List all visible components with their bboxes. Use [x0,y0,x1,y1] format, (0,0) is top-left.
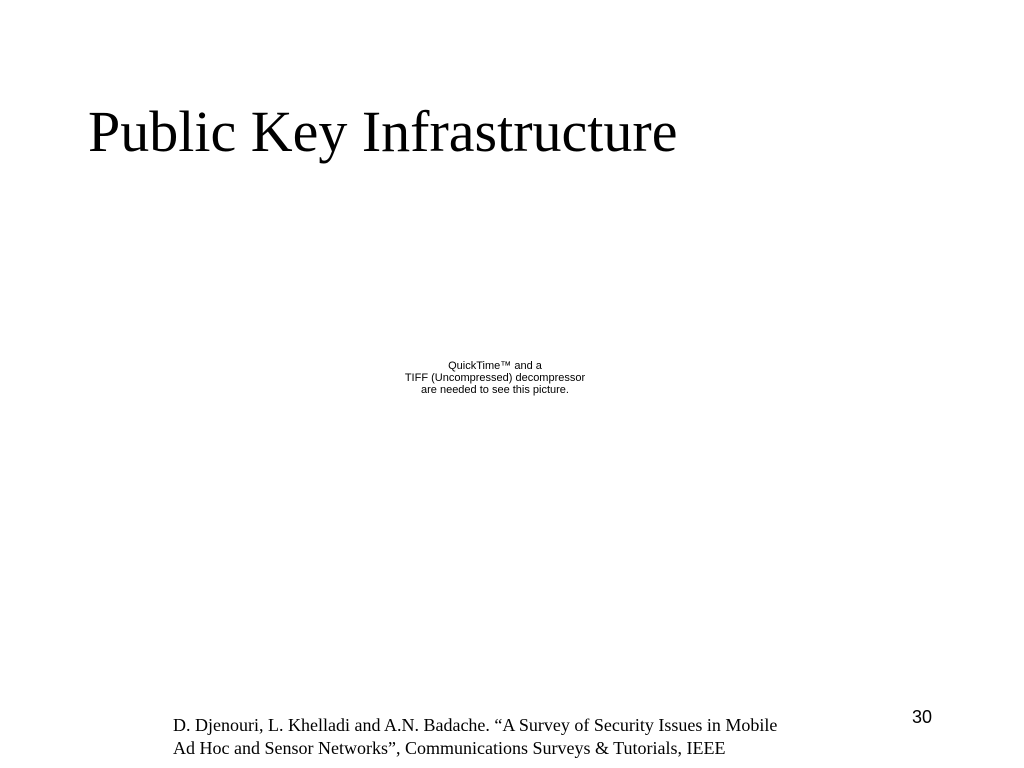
citation [173,714,913,760]
page-number: 30 [912,707,933,727]
citation-line-1: D. Djenouri, L. Khelladi and A.N. Badache. “A Survey of Security Issues in Mobile [173,715,778,735]
placeholder-line-1: QuickTime™ and a [448,360,542,372]
placeholder-line-2: TIFF (Uncompressed) decompressor [404,372,586,384]
placeholder-line-3: are needed to see this picture. [421,384,569,396]
slide-title: Public Key Infrastructure [88,99,678,164]
citation-line-2: Ad Hoc and Sensor Networks”, Communications Surveys & Tutorials, IEEE [173,738,726,758]
missing-image-placeholder [380,360,610,406]
